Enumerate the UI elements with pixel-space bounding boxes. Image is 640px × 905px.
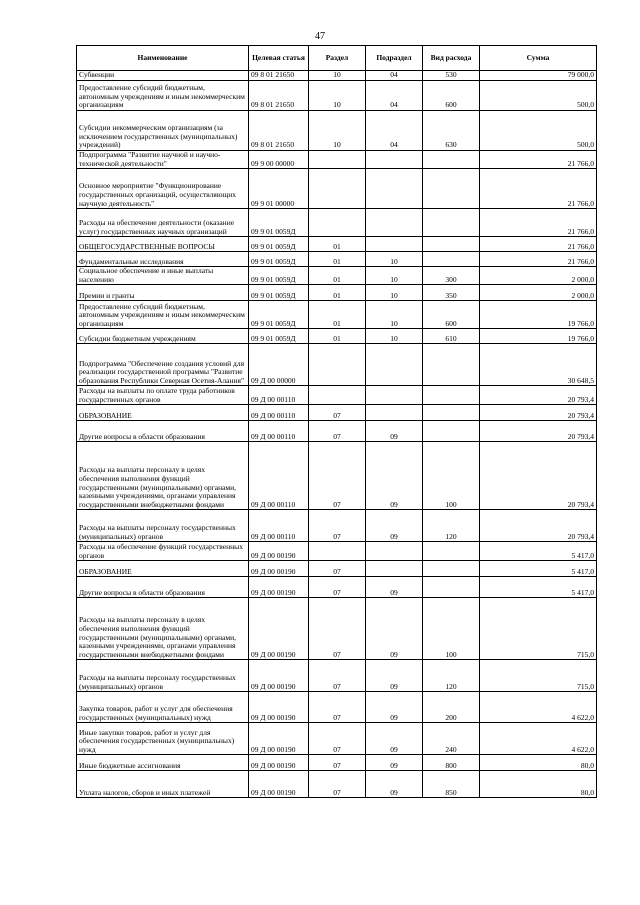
row-subsection-cell: [366, 561, 423, 577]
table-row: [77, 755, 597, 771]
row-target-article-cell: 09 Д 00 00110: [249, 510, 309, 542]
row-subsection-cell: 09: [366, 510, 423, 542]
row-section-cell: 10: [309, 111, 366, 151]
row-expense-type-cell: [423, 405, 480, 421]
row-subsection-cell: 09: [366, 660, 423, 692]
row-name-cell: Расходы на выплаты персоналу государственных (муниципальных) органов: [77, 510, 249, 542]
table-row: [77, 577, 597, 598]
row-sum-cell: 21 766,0: [480, 237, 597, 252]
row-sum-cell: 19 766,0: [480, 301, 597, 329]
row-section-cell: 07: [309, 421, 366, 442]
row-subsection-cell: 10: [366, 285, 423, 301]
row-expense-type-cell: 600: [423, 81, 480, 111]
row-name-cell: Социальное обеспечение и иные выплаты населению: [77, 267, 249, 285]
row-name-cell: ОБРАЗОВАНИЕ: [77, 405, 249, 421]
row-expense-type-cell: [423, 421, 480, 442]
row-target-article-cell: 09 9 01 0059Д: [249, 285, 309, 301]
row-section-cell: 07: [309, 442, 366, 510]
row-section-cell: 07: [309, 561, 366, 577]
row-name-cell: Предоставление субсидий бюджетным, автономным учреждениям и иным некоммерческим организациям: [77, 81, 249, 111]
table-header-row: [77, 46, 597, 71]
row-subsection-cell: 09: [366, 755, 423, 771]
row-expense-type-cell: [423, 237, 480, 252]
row-section-cell: 07: [309, 723, 366, 755]
row-name-cell: Субсидии бюджетным учреждениям: [77, 329, 249, 344]
row-expense-type-cell: 600: [423, 301, 480, 329]
table-row: [77, 301, 597, 329]
row-section-cell: 01: [309, 285, 366, 301]
budget-table: [76, 45, 597, 798]
row-target-article-cell: 09 Д 00 00190: [249, 660, 309, 692]
row-name-cell: Закупка товаров, работ и услуг для обеспечения государственных (муниципальных) нужд: [77, 692, 249, 723]
row-target-article-cell: 09 Д 00 00190: [249, 577, 309, 598]
row-name-cell: Предоставление субсидий бюджетным, автономным учреждениям и иным некоммерческим организациям: [77, 301, 249, 329]
column-header-sum: Сумма: [480, 46, 597, 71]
row-name-cell: Другие вопросы в области образования: [77, 577, 249, 598]
row-expense-type-cell: 630: [423, 111, 480, 151]
row-expense-type-cell: 850: [423, 771, 480, 798]
row-subsection-cell: 04: [366, 81, 423, 111]
row-expense-type-cell: [423, 151, 480, 169]
row-target-article-cell: 09 Д 00 00110: [249, 442, 309, 510]
row-subsection-cell: 09: [366, 577, 423, 598]
row-expense-type-cell: [423, 386, 480, 405]
row-section-cell: [309, 386, 366, 405]
row-expense-type-cell: [423, 542, 480, 561]
row-section-cell: 07: [309, 771, 366, 798]
row-name-cell: Иные бюджетные ассигнования: [77, 755, 249, 771]
row-sum-cell: 20 793,4: [480, 386, 597, 405]
row-section-cell: 01: [309, 301, 366, 329]
row-target-article-cell: 09 Д 00 00190: [249, 723, 309, 755]
row-subsection-cell: 09: [366, 421, 423, 442]
row-expense-type-cell: 350: [423, 285, 480, 301]
row-sum-cell: 19 766,0: [480, 329, 597, 344]
row-section-cell: 10: [309, 81, 366, 111]
row-section-cell: [309, 542, 366, 561]
row-subsection-cell: [366, 169, 423, 209]
table-row: [77, 405, 597, 421]
row-name-cell: Расходы на выплаты персоналу государственных (муниципальных) органов: [77, 660, 249, 692]
column-header-target-article: Целевая статья: [249, 46, 309, 71]
row-section-cell: 01: [309, 252, 366, 267]
table-row: [77, 81, 597, 111]
row-section-cell: 10: [309, 71, 366, 81]
page-number: 47: [315, 31, 325, 42]
table-row: [77, 386, 597, 405]
row-section-cell: 01: [309, 237, 366, 252]
table-row: [77, 660, 597, 692]
table-row: [77, 209, 597, 237]
row-sum-cell: 30 648,5: [480, 344, 597, 386]
row-subsection-cell: 04: [366, 111, 423, 151]
row-section-cell: [309, 209, 366, 237]
row-name-cell: Расходы на обеспечение деятельности (оказание услуг) государственных научных организаций: [77, 209, 249, 237]
row-section-cell: 07: [309, 577, 366, 598]
row-subsection-cell: [366, 237, 423, 252]
row-sum-cell: 2 000,0: [480, 267, 597, 285]
row-expense-type-cell: [423, 252, 480, 267]
row-name-cell: Другие вопросы в области образования: [77, 421, 249, 442]
row-sum-cell: 715,0: [480, 660, 597, 692]
row-target-article-cell: 09 9 01 0059Д: [249, 237, 309, 252]
row-expense-type-cell: 800: [423, 755, 480, 771]
table-row: [77, 71, 597, 81]
row-subsection-cell: 04: [366, 71, 423, 81]
row-expense-type-cell: 120: [423, 510, 480, 542]
row-name-cell: Премии и гранты: [77, 285, 249, 301]
row-sum-cell: 5 417,0: [480, 542, 597, 561]
table-row: [77, 442, 597, 510]
row-target-article-cell: 09 Д 00 00190: [249, 598, 309, 660]
row-name-cell: Расходы на выплаты по оплате труда работников государственных органов: [77, 386, 249, 405]
row-sum-cell: 4 622,0: [480, 723, 597, 755]
row-target-article-cell: 09 9 01 0059Д: [249, 301, 309, 329]
row-section-cell: [309, 169, 366, 209]
table-row: [77, 421, 597, 442]
row-sum-cell: 20 793,4: [480, 442, 597, 510]
row-sum-cell: 500,0: [480, 111, 597, 151]
row-section-cell: [309, 151, 366, 169]
row-expense-type-cell: [423, 577, 480, 598]
row-sum-cell: 20 793,4: [480, 421, 597, 442]
row-sum-cell: 5 417,0: [480, 577, 597, 598]
table-row: [77, 285, 597, 301]
row-subsection-cell: [366, 151, 423, 169]
row-name-cell: Расходы на обеспечение функций государственных органов: [77, 542, 249, 561]
row-target-article-cell: 09 9 01 00000: [249, 169, 309, 209]
table-row: [77, 329, 597, 344]
row-sum-cell: 21 766,0: [480, 252, 597, 267]
table-row: [77, 111, 597, 151]
row-subsection-cell: 09: [366, 442, 423, 510]
row-target-article-cell: 09 Д 00 00110: [249, 405, 309, 421]
row-expense-type-cell: 300: [423, 267, 480, 285]
row-subsection-cell: 10: [366, 301, 423, 329]
row-name-cell: Расходы на выплаты персоналу в целях обеспечения выполнения функций государственными (муниципальными) органами, казенными учреждениями, органами управления государственными внебюджетными фондами: [77, 442, 249, 510]
row-name-cell: Основное мероприятие "Функционирование государственных организаций, осуществляющих научную деятельность": [77, 169, 249, 209]
row-section-cell: 07: [309, 755, 366, 771]
row-subsection-cell: 10: [366, 267, 423, 285]
row-subsection-cell: [366, 405, 423, 421]
row-name-cell: Подпрограмма "Обеспечение создания условий для реализации государственной программы "Развитие образования Республики Северная Осетия-Алания": [77, 344, 249, 386]
row-expense-type-cell: [423, 561, 480, 577]
row-target-article-cell: 09 8 01 21650: [249, 111, 309, 151]
row-expense-type-cell: 120: [423, 660, 480, 692]
row-name-cell: Субвенции: [77, 71, 249, 81]
row-subsection-cell: 09: [366, 723, 423, 755]
column-header-subsection: Подраздел: [366, 46, 423, 71]
row-sum-cell: 2 000,0: [480, 285, 597, 301]
row-target-article-cell: 09 Д 00 00190: [249, 542, 309, 561]
row-subsection-cell: 09: [366, 598, 423, 660]
row-expense-type-cell: [423, 344, 480, 386]
row-section-cell: 01: [309, 329, 366, 344]
row-sum-cell: 21 766,0: [480, 209, 597, 237]
table-row: [77, 561, 597, 577]
row-section-cell: 07: [309, 692, 366, 723]
row-expense-type-cell: 240: [423, 723, 480, 755]
row-target-article-cell: 09 8 01 21650: [249, 81, 309, 111]
row-target-article-cell: 09 8 01 21650: [249, 71, 309, 81]
row-target-article-cell: 09 Д 00 00110: [249, 386, 309, 405]
row-section-cell: [309, 344, 366, 386]
row-sum-cell: 4 622,0: [480, 692, 597, 723]
row-target-article-cell: 09 Д 00 00000: [249, 344, 309, 386]
row-subsection-cell: 10: [366, 252, 423, 267]
row-subsection-cell: 09: [366, 692, 423, 723]
table-row: [77, 692, 597, 723]
row-target-article-cell: 09 9 01 0059Д: [249, 329, 309, 344]
table-row: [77, 723, 597, 755]
row-name-cell: Расходы на выплаты персоналу в целях обеспечения выполнения функций государственными (муниципальными) органами, казенными учреждениями, органами управления государственными внебюджетными фондами: [77, 598, 249, 660]
row-subsection-cell: [366, 344, 423, 386]
table-row: [77, 344, 597, 386]
table-row: [77, 598, 597, 660]
table-row: [77, 169, 597, 209]
row-expense-type-cell: 100: [423, 598, 480, 660]
row-expense-type-cell: 530: [423, 71, 480, 81]
row-name-cell: ОБРАЗОВАНИЕ: [77, 561, 249, 577]
row-name-cell: Подпрограмма "Развитие научной и научно-технической деятельности": [77, 151, 249, 169]
row-name-cell: Фундаментальные исследования: [77, 252, 249, 267]
row-sum-cell: 500,0: [480, 81, 597, 111]
row-sum-cell: 80,0: [480, 755, 597, 771]
row-target-article-cell: 09 9 01 0059Д: [249, 267, 309, 285]
row-section-cell: 01: [309, 267, 366, 285]
row-sum-cell: 80,0: [480, 771, 597, 798]
row-target-article-cell: 09 Д 00 00190: [249, 755, 309, 771]
row-target-article-cell: 09 Д 00 00190: [249, 561, 309, 577]
column-header-section: Раздел: [309, 46, 366, 71]
row-target-article-cell: 09 9 01 0059Д: [249, 252, 309, 267]
table-row: [77, 151, 597, 169]
row-target-article-cell: 09 Д 00 00190: [249, 771, 309, 798]
row-name-cell: ОБЩЕГОСУДАРСТВЕННЫЕ ВОПРОСЫ: [77, 237, 249, 252]
row-target-article-cell: 09 Д 00 00190: [249, 692, 309, 723]
row-expense-type-cell: 610: [423, 329, 480, 344]
row-section-cell: 07: [309, 598, 366, 660]
column-header-name: Наименование: [77, 46, 249, 71]
row-subsection-cell: [366, 386, 423, 405]
row-sum-cell: 79 000,0: [480, 71, 597, 81]
row-expense-type-cell: [423, 169, 480, 209]
row-sum-cell: 21 766,0: [480, 151, 597, 169]
row-section-cell: 07: [309, 510, 366, 542]
row-subsection-cell: 09: [366, 771, 423, 798]
row-sum-cell: 20 793,4: [480, 405, 597, 421]
table-row: [77, 267, 597, 285]
table-row: [77, 542, 597, 561]
row-target-article-cell: 09 Д 00 00110: [249, 421, 309, 442]
row-expense-type-cell: [423, 209, 480, 237]
column-header-expense-type: Вид расхода: [423, 46, 480, 71]
row-subsection-cell: 10: [366, 329, 423, 344]
row-sum-cell: 21 766,0: [480, 169, 597, 209]
table-body: [77, 71, 597, 798]
row-expense-type-cell: 100: [423, 442, 480, 510]
row-name-cell: Уплата налогов, сборов и иных платежей: [77, 771, 249, 798]
row-target-article-cell: 09 9 00 00000: [249, 151, 309, 169]
row-name-cell: Иные закупки товаров, работ и услуг для обеспечения государственных (муниципальных) нужд: [77, 723, 249, 755]
row-section-cell: 07: [309, 660, 366, 692]
table-row: [77, 237, 597, 252]
table-row: [77, 252, 597, 267]
row-sum-cell: 20 793,4: [480, 510, 597, 542]
row-subsection-cell: [366, 209, 423, 237]
row-section-cell: 07: [309, 405, 366, 421]
row-name-cell: Субсидии некоммерческим организациям (за исключением государственных (муниципальных) учреждений): [77, 111, 249, 151]
table-row: [77, 510, 597, 542]
row-sum-cell: 715,0: [480, 598, 597, 660]
row-sum-cell: 5 417,0: [480, 561, 597, 577]
table-row: [77, 771, 597, 798]
row-target-article-cell: 09 9 01 0059Д: [249, 209, 309, 237]
row-expense-type-cell: 200: [423, 692, 480, 723]
row-subsection-cell: [366, 542, 423, 561]
